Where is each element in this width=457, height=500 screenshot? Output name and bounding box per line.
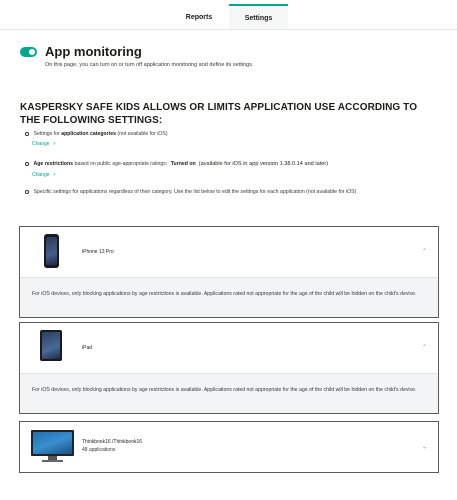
rule-bold: Age restrictions <box>33 161 73 167</box>
bullet-icon <box>25 190 29 194</box>
tab-divider <box>0 29 457 30</box>
rule-suffix: (available for iOS in app version 1.38.0.14 and later) <box>198 161 329 167</box>
rule-item-specific-settings <box>25 189 356 195</box>
page-header <box>20 44 142 59</box>
rule-bold: application categories <box>61 131 116 137</box>
monitor-base <box>42 460 63 462</box>
tab-bar <box>169 4 288 30</box>
bullet-icon <box>25 162 29 166</box>
computer-monitor-image <box>31 430 74 456</box>
chevron-right-icon: › <box>53 172 56 178</box>
rule-text: Specific settings for applications regardless of their category. Use the list below to edit the settings for each application (not available for iOS) <box>33 189 357 195</box>
rule-item-categories <box>25 131 168 137</box>
change-age-restrictions-link[interactable] <box>32 172 56 178</box>
section-heading: KASPERSKY SAFE KIDS ALLOWS OR LIMITS APPLICATION USE ACCORDING TO THE FOLLOWING SETTINGS: <box>20 102 418 126</box>
rule-text <box>34 161 329 167</box>
tab-settings[interactable]: Settings <box>229 4 288 30</box>
chevron-up-icon[interactable]: ⌃ <box>421 248 428 256</box>
rule-item-age-restrictions <box>25 161 328 167</box>
bullet-icon <box>25 132 29 136</box>
change-link-label: Change <box>32 172 50 178</box>
chevron-down-icon[interactable]: ⌄ <box>421 443 428 451</box>
rule-prefix: Settings for <box>33 131 62 137</box>
device-card-thinkbook <box>19 421 439 473</box>
page-title: App monitoring <box>45 44 142 59</box>
device-note: For iOS devices, only blocking applications by age restrictions is available. Applications rated not appropriate for the age of the child will be hidden on the child's device. <box>20 277 438 317</box>
rule-prefix: based on public age-appropriate ratings: <box>73 161 169 167</box>
device-card-header[interactable] <box>20 323 438 373</box>
device-card-header[interactable] <box>20 422 438 472</box>
device-name: Thinkbook16 /Thinkbook16 <box>82 439 143 445</box>
rule-suffix: (not available for iOS) <box>115 131 168 137</box>
iphone-image <box>44 234 59 268</box>
change-categories-link[interactable] <box>32 141 56 147</box>
status-badge: Turned on <box>170 161 196 167</box>
ipad-image <box>40 330 62 361</box>
page-subtitle: On this page, you can turn on or turn off application monitoring and define its settings. <box>45 62 254 68</box>
device-card-header[interactable] <box>20 227 438 277</box>
device-card-ipad <box>19 322 439 414</box>
device-name: iPhone 13 Pro <box>82 249 114 255</box>
device-note: For iOS devices, only blocking applications by age restrictions is available. Applications rated not appropriate for the age of the child will be hidden on the child's device. <box>20 373 438 413</box>
device-app-count: 48 applications <box>82 447 116 453</box>
device-name: iPad <box>82 345 93 351</box>
chevron-up-icon[interactable]: ⌃ <box>421 344 428 352</box>
tab-reports[interactable]: Reports <box>185 13 213 21</box>
app-monitoring-toggle[interactable] <box>20 47 37 57</box>
device-card-iphone <box>19 226 439 318</box>
rule-text <box>34 131 168 137</box>
change-link-label: Change <box>32 141 50 147</box>
chevron-right-icon: › <box>53 141 56 147</box>
